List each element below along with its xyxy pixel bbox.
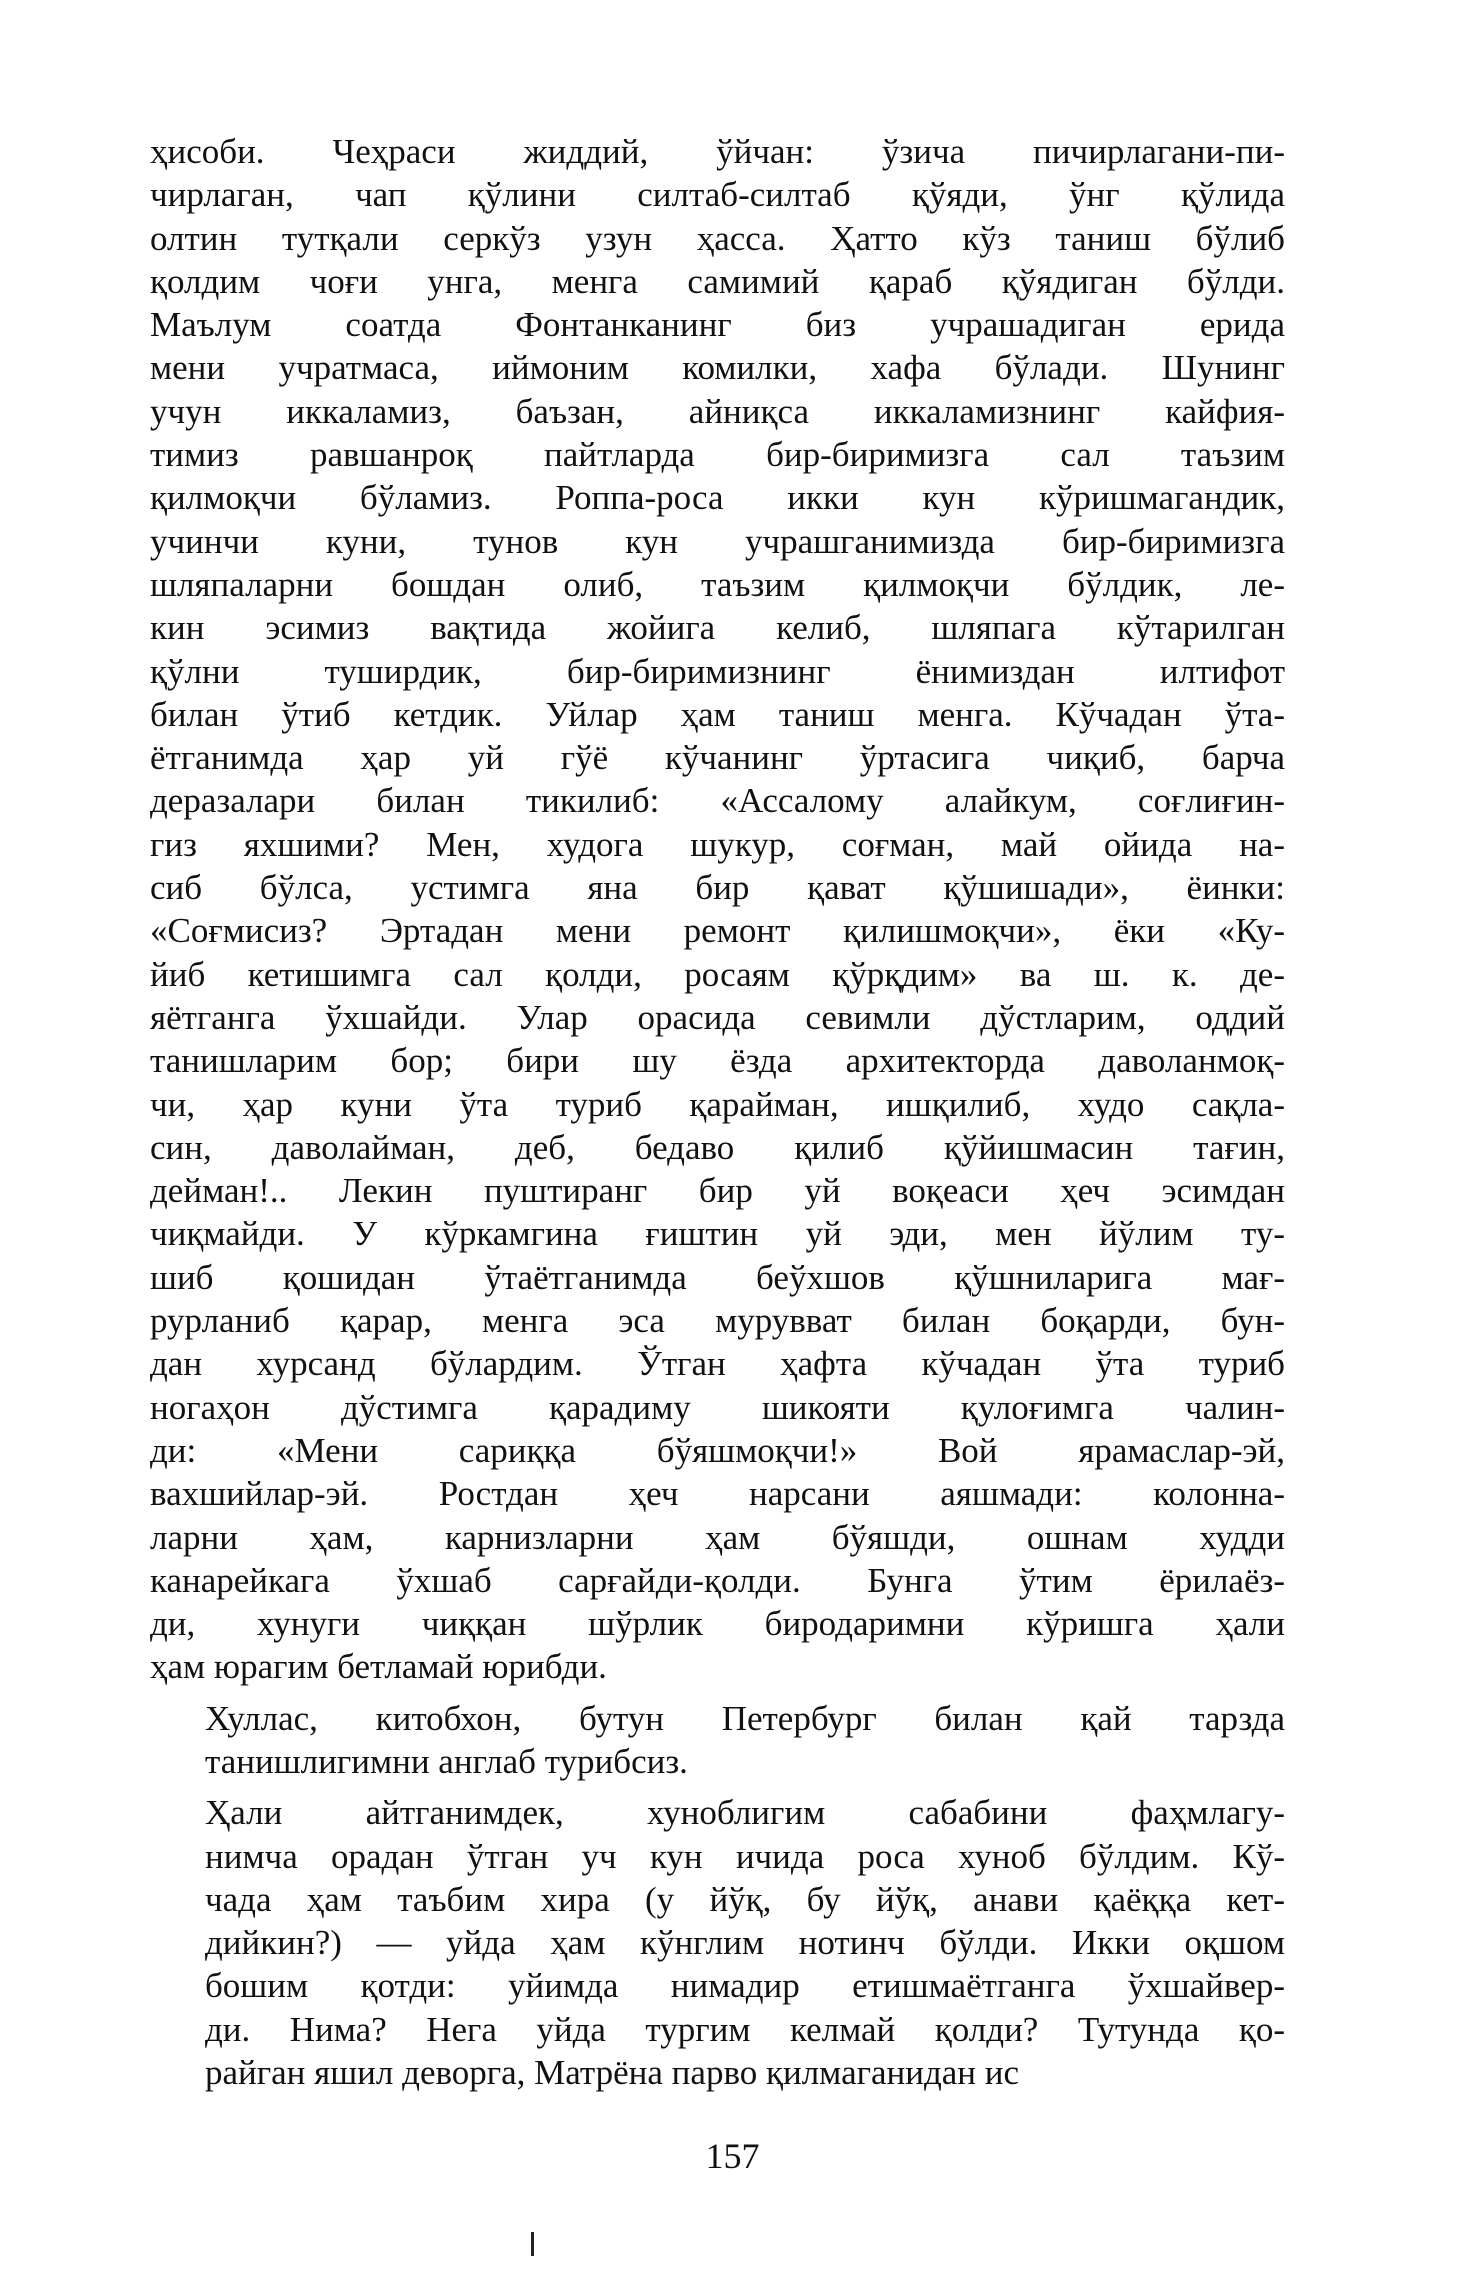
text-line: ногаҳон дўстимга қарадиму шикояти қулоғимга чалин- xyxy=(150,1387,1285,1427)
text-line: райган яшил деворга, Матрёна парво қилмаганидан ис xyxy=(205,2053,1020,2093)
text-line: билан ўтиб кетдик. Уйлар ҳам таниш менга. Кўчадан ўта- xyxy=(150,694,1285,734)
text-line: син, даволайман, деб, бедаво қилиб қўйишмасин тағин, xyxy=(150,1127,1285,1167)
text-line: дийкин?) — уйда ҳам кўнглим нотинч бўлди. Икки оқшом xyxy=(205,1923,1285,1963)
text-line: қўлни туширдик, бир-биримизнинг ёнимиздан илтифот xyxy=(150,651,1285,691)
text-line: рурланиб қарар, менга эса мурувват билан боқарди, бун- xyxy=(150,1301,1285,1341)
text-line: сиб бўлса, устимга яна бир қават қўшишади», ёинки: xyxy=(150,868,1285,908)
paragraph-3 xyxy=(150,1791,1285,2094)
text-line: Хуллас, китобхон, бутун Петербург билан қай тарзда xyxy=(205,1698,1285,1738)
text-line: чи, ҳар куни ўта туриб қарайман, ишқилиб, худо сақла- xyxy=(150,1084,1285,1124)
text-line: ди. Нима? Нега уйда тургим келмай қолди? Тутунда қо- xyxy=(205,2009,1285,2049)
text-line: ҳисоби. Чеҳраси жиддий, ўйчан: ўзича пичирлагани-пи- xyxy=(150,132,1285,171)
text-line: чада ҳам таъбим хира (у йўқ, бу йўқ, анави қаёққа кет- xyxy=(205,1879,1285,1919)
body-text xyxy=(150,130,1285,2094)
text-line: «Соғмисиз? Эртадан мени ремонт қилишмоқчи», ёки «Ку- xyxy=(150,911,1285,951)
text-line: гиз яхшими? Мен, худога шукур, соғман, май ойида на- xyxy=(150,824,1285,864)
text-line: дан хурсанд бўлардим. Ўтган ҳафта кўчадан ўта туриб xyxy=(150,1344,1285,1384)
text-line: ди, хунуги чиққан шўрлик биродаримни кўришга ҳали xyxy=(150,1604,1285,1644)
text-line: Ҳали айтганимдек, хуноблигим сабабини фаҳмлагу- xyxy=(205,1793,1285,1833)
text-line: танишлигимни англаб турибсиз. xyxy=(205,1741,688,1781)
text-line: дейман!.. Лекин пуштиранг бир уй воқеаси ҳеч эсимдан xyxy=(150,1171,1285,1211)
text-line: шиб қошидан ўтаётганимда беўхшов қўшниларига мағ- xyxy=(150,1257,1285,1297)
text-line: тимиз равшанроқ пайтларда бир-биримизга сал таъзим xyxy=(150,435,1285,475)
text-line: чиқмайди. У кўркамгина ғиштин уй эди, мен йўлим ту- xyxy=(150,1214,1285,1254)
text-line: ҳам юрагим бетламай юрибди. xyxy=(150,1647,607,1687)
print-mark xyxy=(531,2232,534,2256)
text-line: олтин тутқали серкўз узун ҳасса. Ҳатто кўз таниш бўлиб xyxy=(150,218,1285,258)
text-line: мени учратмаса, иймоним комилки, хафа бўлади. Шунинг xyxy=(150,348,1285,388)
text-line: учинчи куни, тунов кун учрашганимизда бир-биримизга xyxy=(150,521,1285,561)
paragraph-1 xyxy=(150,130,1285,1689)
text-line: Маълум соатда Фонтанканинг биз учрашадиган ерида xyxy=(150,305,1285,345)
text-line: деразалари билан тикилиб: «Ассалому алайкум, соғлиғин- xyxy=(150,781,1285,821)
text-line: нимча орадан ўтган уч кун ичида роса хуноб бўлдим. Кў- xyxy=(205,1836,1285,1876)
text-line: чирлаган, чап қўлини силтаб-силтаб қўяди, ўнг қўлида xyxy=(150,175,1285,215)
page-number: 157 xyxy=(705,2136,760,2176)
text-line: ди: «Мени сариққа бўяшмоқчи!» Вой ярамаслар-эй, xyxy=(150,1430,1285,1470)
paragraph-2 xyxy=(150,1697,1285,1784)
text-line: қилмоқчи бўламиз. Роппа-роса икки кун кўришмагандик, xyxy=(150,478,1285,518)
text-line: кин эсимиз вақтида жойига келиб, шляпага кўтарилган xyxy=(150,608,1285,648)
text-line: танишларим бор; бири шу ёзда архитекторда даволанмоқ- xyxy=(150,1041,1285,1081)
text-line: йиб кетишимга сал қолди, росаям қўрқдим» ва ш. к. де- xyxy=(150,954,1285,994)
text-line: ётганимда ҳар уй гўё кўчанинг ўртасига чиқиб, барча xyxy=(150,738,1285,778)
text-line: бошим қотди: уйимда нимадир етишмаётганга ўхшайвер- xyxy=(205,1966,1285,2006)
text-line: учун иккаламиз, баъзан, айниқса иккаламизнинг кайфия- xyxy=(150,391,1285,431)
text-line: канарейкага ўхшаб сарғайди-қолди. Бунга ўтим ёрилаёз- xyxy=(150,1560,1285,1600)
text-line: шляпаларни бошдан олиб, таъзим қилмоқчи бўлдик, ле- xyxy=(150,564,1285,604)
text-line: вахшийлар-эй. Ростдан ҳеч нарсани аяшмади: колонна- xyxy=(150,1474,1285,1514)
text-line: қолдим чоғи унга, менга самимий қараб қўядиган бўлди. xyxy=(150,261,1285,301)
text-line: ларни ҳам, карнизларни ҳам бўяшди, ошнам худди xyxy=(150,1517,1285,1557)
text-line: яётганга ўхшайди. Улар орасида севимли дўстларим, оддий xyxy=(150,997,1285,1037)
